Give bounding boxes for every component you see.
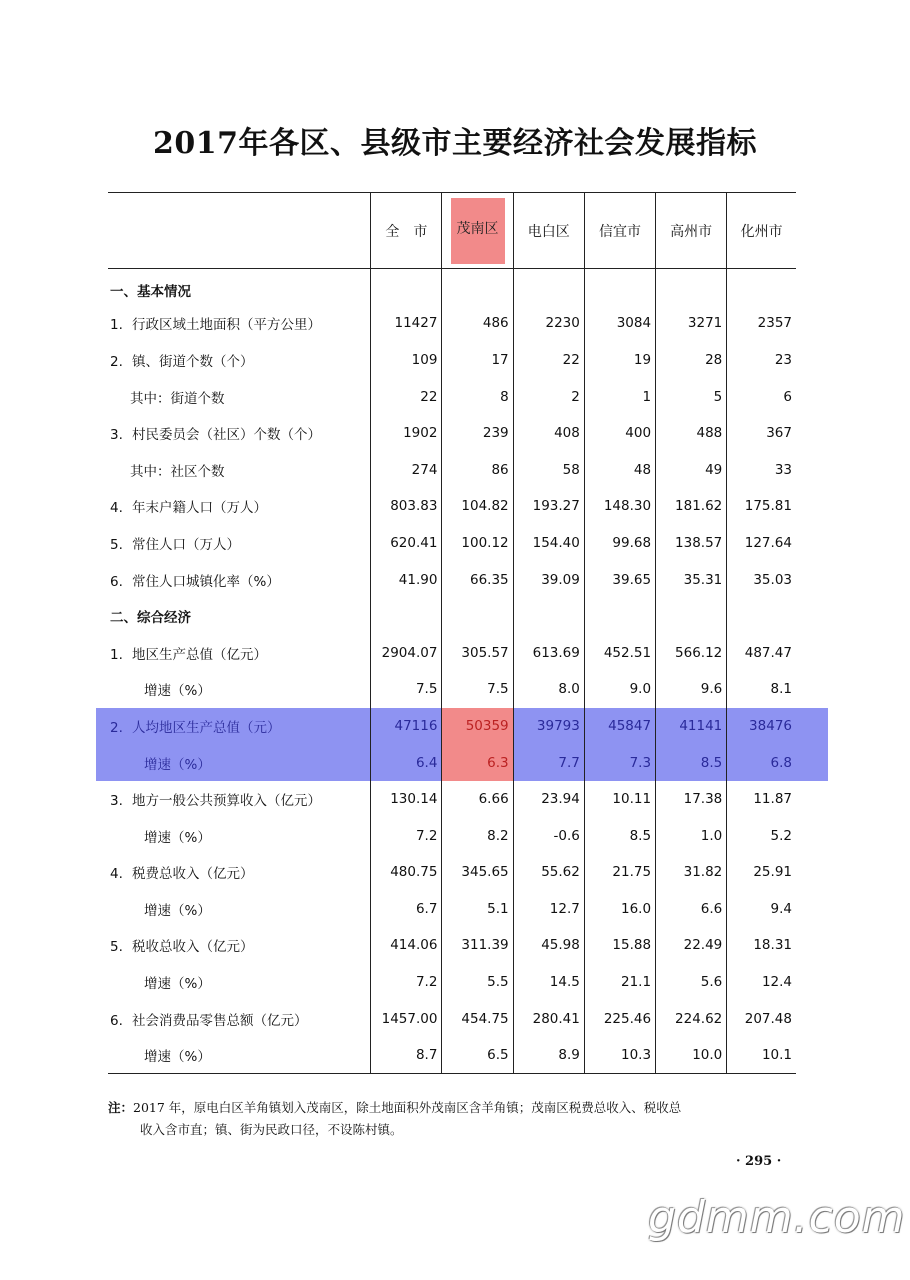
- table-row: [108, 964, 796, 1001]
- row-number: 4.: [110, 866, 123, 883]
- cell-value: 12.7: [513, 891, 584, 928]
- table-row: [108, 817, 796, 854]
- row-label-text: 人均地区生产总值（元）: [132, 719, 281, 736]
- table-row: [108, 488, 796, 525]
- cell-value: 38476: [727, 708, 796, 745]
- row-label-text: 地方一般公共预算收入（亿元）: [132, 793, 321, 810]
- row-number: 4.: [110, 500, 123, 517]
- cell-value: 109: [371, 342, 442, 379]
- cell-value: 10.3: [584, 1037, 655, 1074]
- row-label-text: 地区生产总值（亿元）: [132, 646, 267, 663]
- cell-value: 280.41: [513, 1000, 584, 1037]
- table-row: [108, 342, 796, 379]
- row-label: [108, 708, 371, 745]
- row-label: [108, 964, 371, 1001]
- row-number: 5.: [110, 939, 123, 956]
- row-label: [108, 1037, 371, 1074]
- row-label-text: 增速（%）: [144, 976, 211, 993]
- cell-value: 8.5: [584, 817, 655, 854]
- cell-value: 305.57: [442, 634, 513, 671]
- cell-value: 1: [584, 378, 655, 415]
- row-number: 1.: [110, 317, 123, 334]
- table-row: [108, 891, 796, 928]
- cell-value: 454.75: [442, 1000, 513, 1037]
- cell-value: 1457.00: [371, 1000, 442, 1037]
- table-row: [108, 561, 796, 598]
- row-number: 2.: [110, 719, 123, 736]
- cell-value: 6.6: [656, 891, 727, 928]
- row-label: [108, 525, 371, 562]
- row-label-text: 增速（%）: [144, 683, 211, 700]
- row-label: [108, 817, 371, 854]
- row-label: [108, 415, 371, 452]
- cell-value: 50359: [442, 708, 513, 745]
- cell-value: 8: [442, 378, 513, 415]
- cell-value: 8.1: [727, 671, 796, 708]
- column-header-label: 化州市: [740, 223, 783, 240]
- cell-value: 7.5: [442, 671, 513, 708]
- cell-value: 22: [513, 342, 584, 379]
- cell-value: 55.62: [513, 854, 584, 891]
- cell-value: 2230: [513, 305, 584, 342]
- cell-value: 41.90: [371, 561, 442, 598]
- cell-value: 10.0: [656, 1037, 727, 1074]
- column-header-label: 全 市: [385, 223, 428, 240]
- cell-value: [656, 598, 727, 635]
- cell-value: -0.6: [513, 817, 584, 854]
- cell-value: [371, 269, 442, 306]
- cell-value: 452.51: [584, 634, 655, 671]
- cell-value: 175.81: [727, 488, 796, 525]
- cell-value: 66.35: [442, 561, 513, 598]
- cell-value: 25.91: [727, 854, 796, 891]
- cell-value: 22: [371, 378, 442, 415]
- row-number: 5.: [110, 536, 123, 553]
- row-label: [108, 891, 371, 928]
- row-label: [108, 451, 371, 488]
- cell-value: 9.0: [584, 671, 655, 708]
- row-label: [108, 561, 371, 598]
- cell-value: 345.65: [442, 854, 513, 891]
- row-label: [108, 305, 371, 342]
- cell-value: 1902: [371, 415, 442, 452]
- row-number: 6.: [110, 573, 123, 590]
- row-label: [108, 744, 371, 781]
- table-row: [108, 671, 796, 708]
- cell-value: 154.40: [513, 525, 584, 562]
- cell-value: 224.62: [656, 1000, 727, 1037]
- cell-value: [656, 269, 727, 306]
- cell-value: 100.12: [442, 525, 513, 562]
- cell-value: 17.38: [656, 781, 727, 818]
- row-label-text: 一、基本情况: [110, 283, 191, 300]
- cell-value: 11427: [371, 305, 442, 342]
- cell-value: 23: [727, 342, 796, 379]
- page-number: · 295 ·: [736, 1154, 782, 1169]
- cell-value: 414.06: [371, 927, 442, 964]
- row-label-text: 税收总收入（亿元）: [132, 939, 254, 956]
- column-header: [513, 193, 584, 269]
- cell-value: 16.0: [584, 891, 655, 928]
- table-body: [108, 269, 796, 1074]
- cell-value: 181.62: [656, 488, 727, 525]
- column-header-label: 信宜市: [598, 223, 641, 240]
- cell-value: 39.65: [584, 561, 655, 598]
- column-header: [584, 193, 655, 269]
- cell-value: 6.3: [442, 744, 513, 781]
- cell-value: 48: [584, 451, 655, 488]
- row-label-text: 增速（%）: [144, 902, 211, 919]
- cell-value: 39793: [513, 708, 584, 745]
- cell-value: [513, 598, 584, 635]
- cell-value: 8.7: [371, 1037, 442, 1074]
- row-label: [108, 342, 371, 379]
- row-label: [108, 378, 371, 415]
- row-label-text: 年末户籍人口（万人）: [132, 500, 267, 517]
- column-header-label: 高州市: [670, 223, 713, 240]
- cell-value: 488: [656, 415, 727, 452]
- row-label-text: 镇、街道个数（个）: [132, 353, 254, 370]
- cell-value: 8.2: [442, 817, 513, 854]
- row-label-text: 增速（%）: [144, 756, 211, 773]
- cell-value: 22.49: [656, 927, 727, 964]
- column-header: [656, 193, 727, 269]
- row-number: 2.: [110, 353, 123, 370]
- row-label: [108, 781, 371, 818]
- cell-value: 5.1: [442, 891, 513, 928]
- cell-value: 12.4: [727, 964, 796, 1001]
- stats-table-container: [108, 192, 796, 1074]
- cell-value: 7.2: [371, 817, 442, 854]
- cell-value: [584, 269, 655, 306]
- table-row: [108, 781, 796, 818]
- table-row: [108, 854, 796, 891]
- row-label: [108, 269, 371, 306]
- cell-value: 5.6: [656, 964, 727, 1001]
- row-label-text: 增速（%）: [144, 829, 211, 846]
- cell-value: 9.4: [727, 891, 796, 928]
- cell-value: 6.7: [371, 891, 442, 928]
- cell-value: 18.31: [727, 927, 796, 964]
- cell-value: 311.39: [442, 927, 513, 964]
- cell-value: 2357: [727, 305, 796, 342]
- cell-value: 7.5: [371, 671, 442, 708]
- table-row: [108, 305, 796, 342]
- table-header-row: [108, 193, 796, 269]
- table-row: [108, 451, 796, 488]
- cell-value: 45.98: [513, 927, 584, 964]
- row-label: [108, 634, 371, 671]
- column-header: [727, 193, 796, 269]
- row-label: [108, 598, 371, 635]
- cell-value: 6: [727, 378, 796, 415]
- cell-value: 6.66: [442, 781, 513, 818]
- cell-value: 3084: [584, 305, 655, 342]
- cell-value: 400: [584, 415, 655, 452]
- row-number: 6.: [110, 1012, 123, 1029]
- row-label-text: 社会消费品零售总额（亿元）: [132, 1012, 308, 1029]
- row-label-text: 其中：街道个数: [130, 390, 225, 407]
- row-label: [108, 927, 371, 964]
- watermark-logo: gdmm.com: [648, 1192, 906, 1243]
- cell-value: [442, 269, 513, 306]
- cell-value: 10.11: [584, 781, 655, 818]
- row-label: [108, 488, 371, 525]
- row-label-text: 常住人口城镇化率（%）: [132, 573, 280, 590]
- cell-value: 620.41: [371, 525, 442, 562]
- row-label-text: 二、综合经济: [110, 610, 191, 627]
- cell-value: 408: [513, 415, 584, 452]
- row-label: [108, 1000, 371, 1037]
- cell-value: 39.09: [513, 561, 584, 598]
- footnote-line-2: 收入含市直；镇、街为民政口径，不设陈村镇。: [140, 1122, 403, 1137]
- cell-value: 225.46: [584, 1000, 655, 1037]
- cell-value: 239: [442, 415, 513, 452]
- cell-value: 566.12: [656, 634, 727, 671]
- cell-value: 480.75: [371, 854, 442, 891]
- cell-value: 130.14: [371, 781, 442, 818]
- cell-value: 138.57: [656, 525, 727, 562]
- cell-value: [727, 598, 796, 635]
- row-label: [108, 671, 371, 708]
- table-row: [108, 927, 796, 964]
- cell-value: 23.94: [513, 781, 584, 818]
- cell-value: 9.6: [656, 671, 727, 708]
- row-label-text: 村民委员会（社区）个数（个）: [132, 427, 321, 444]
- cell-value: 2904.07: [371, 634, 442, 671]
- cell-value: [371, 598, 442, 635]
- section-row: [108, 598, 796, 635]
- table-row: [108, 525, 796, 562]
- table-row: [108, 708, 796, 745]
- cell-value: 486: [442, 305, 513, 342]
- cell-value: 3271: [656, 305, 727, 342]
- cell-value: 5.5: [442, 964, 513, 1001]
- table-row: [108, 378, 796, 415]
- table-row: [108, 634, 796, 671]
- cell-value: 104.82: [442, 488, 513, 525]
- cell-value: 58: [513, 451, 584, 488]
- cell-value: 10.1: [727, 1037, 796, 1074]
- cell-value: 2: [513, 378, 584, 415]
- cell-value: 207.48: [727, 1000, 796, 1037]
- cell-value: 41141: [656, 708, 727, 745]
- row-number: 1.: [110, 646, 123, 663]
- row-number: 3.: [110, 427, 123, 444]
- cell-value: 49: [656, 451, 727, 488]
- footnote: [108, 1097, 808, 1141]
- cell-value: 21.75: [584, 854, 655, 891]
- cell-value: 21.1: [584, 964, 655, 1001]
- cell-value: 7.2: [371, 964, 442, 1001]
- cell-value: 7.3: [584, 744, 655, 781]
- row-label-text: 税费总收入（亿元）: [132, 866, 254, 883]
- cell-value: 613.69: [513, 634, 584, 671]
- cell-value: 19: [584, 342, 655, 379]
- cell-value: 6.5: [442, 1037, 513, 1074]
- table-row: [108, 415, 796, 452]
- row-label-text: 常住人口（万人）: [132, 536, 240, 553]
- cell-value: 28: [656, 342, 727, 379]
- cell-value: 127.64: [727, 525, 796, 562]
- column-header: [442, 193, 513, 269]
- cell-value: 5: [656, 378, 727, 415]
- cell-value: 11.87: [727, 781, 796, 818]
- cell-value: 45847: [584, 708, 655, 745]
- cell-value: 17: [442, 342, 513, 379]
- cell-value: 487.47: [727, 634, 796, 671]
- cell-value: 148.30: [584, 488, 655, 525]
- cell-value: 8.5: [656, 744, 727, 781]
- cell-value: 86: [442, 451, 513, 488]
- column-header-label: 电白区: [527, 223, 570, 240]
- cell-value: 803.83: [371, 488, 442, 525]
- cell-value: 367: [727, 415, 796, 452]
- cell-value: 47116: [371, 708, 442, 745]
- row-label: [108, 854, 371, 891]
- cell-value: 35.31: [656, 561, 727, 598]
- cell-value: 31.82: [656, 854, 727, 891]
- cell-value: [727, 269, 796, 306]
- footnote-line-1: 2017 年，原电白区羊角镇划入茂南区，除土地面积外茂南区含羊角镇；茂南区税费总收入、税收总: [133, 1100, 682, 1115]
- row-number: 3.: [110, 793, 123, 810]
- cell-value: 274: [371, 451, 442, 488]
- row-label-text: 增速（%）: [144, 1049, 211, 1066]
- page-title: 2017年各区、县级市主要经济社会发展指标: [153, 126, 757, 161]
- row-label-text: 行政区域土地面积（平方公里）: [132, 317, 321, 334]
- cell-value: 14.5: [513, 964, 584, 1001]
- cell-value: 1.0: [656, 817, 727, 854]
- cell-value: [584, 598, 655, 635]
- row-label-text: 其中：社区个数: [130, 463, 225, 480]
- table-row: [108, 744, 796, 781]
- cell-value: 6.4: [371, 744, 442, 781]
- cell-value: 5.2: [727, 817, 796, 854]
- cell-value: 8.9: [513, 1037, 584, 1074]
- column-header-label: 茂南区: [451, 198, 505, 264]
- cell-value: 7.7: [513, 744, 584, 781]
- cell-value: 33: [727, 451, 796, 488]
- cell-value: 35.03: [727, 561, 796, 598]
- cell-value: 193.27: [513, 488, 584, 525]
- table-row: [108, 1037, 796, 1074]
- cell-value: [513, 269, 584, 306]
- table-row: [108, 1000, 796, 1037]
- cell-value: 8.0: [513, 671, 584, 708]
- footnote-label: 注：: [108, 1100, 134, 1115]
- cell-value: 6.8: [727, 744, 796, 781]
- column-header: [371, 193, 442, 269]
- cell-value: 15.88: [584, 927, 655, 964]
- cell-value: [442, 598, 513, 635]
- cell-value: 99.68: [584, 525, 655, 562]
- stats-table: [108, 192, 796, 1074]
- section-row: [108, 269, 796, 306]
- header-blank-cell: [108, 193, 371, 269]
